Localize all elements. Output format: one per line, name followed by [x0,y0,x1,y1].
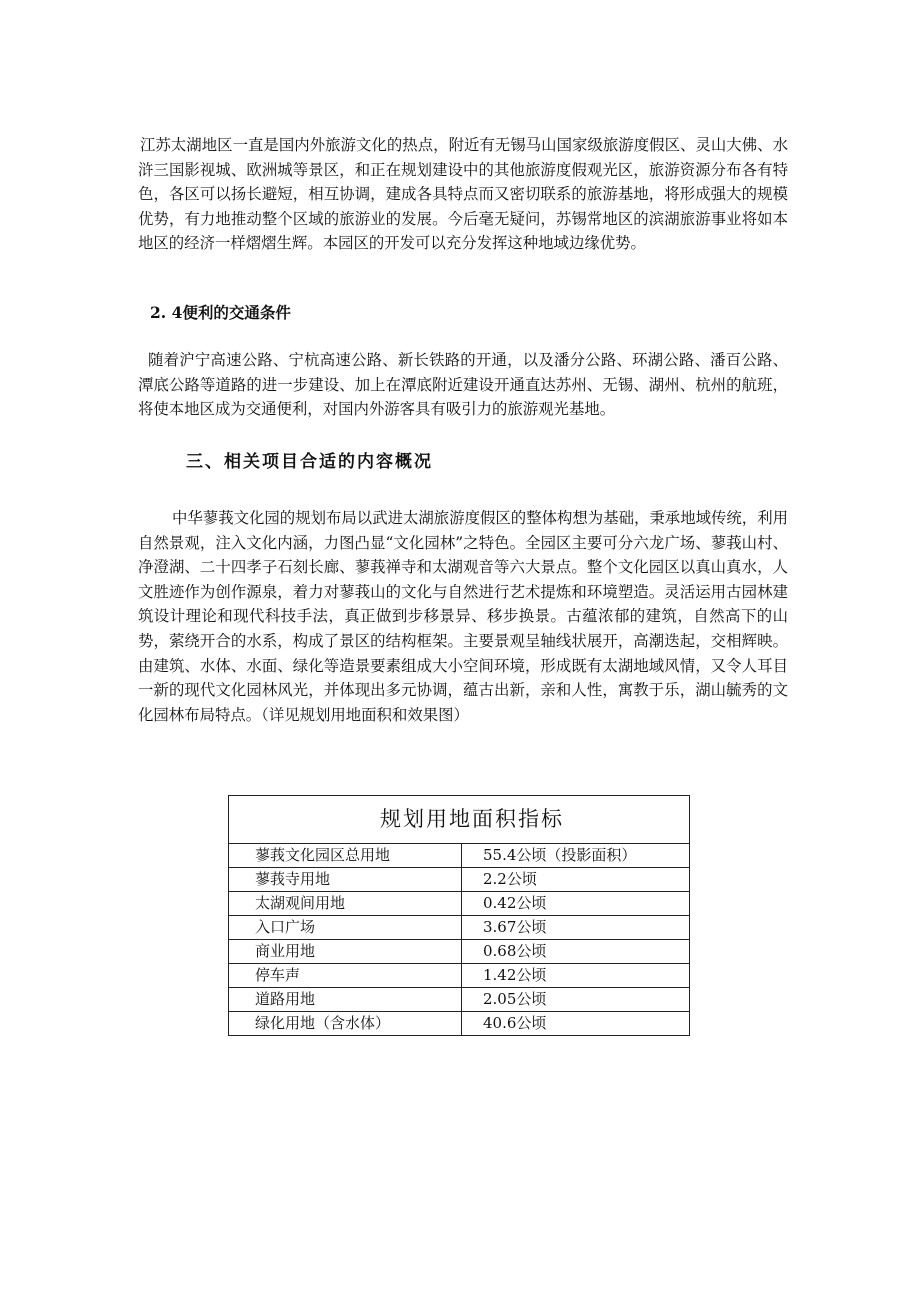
table-row [229,1012,690,1036]
row-value: 40.6公顷 [462,1012,690,1036]
row-value: 2.2公顷 [462,868,690,892]
table-row [229,940,690,964]
row-label: 绿化用地（含水体） [229,1012,462,1036]
section-number: 2. 4 [150,303,183,322]
table-row [229,988,690,1012]
row-value: 55.4公顷（投影面积） [462,844,690,868]
table-title-row [229,796,690,844]
section-title: 便利的交通条件 [182,304,291,322]
section-heading-transport [150,302,291,324]
table-row [229,844,690,868]
row-value: 2.05公顷 [462,988,690,1012]
row-value: 0.42公顷 [462,892,690,916]
table-title: 规划用地面积指标 [229,796,690,844]
section-heading-project-overview: 三、相关项目合适的内容概况 [186,452,433,472]
row-label: 停车声 [229,964,462,988]
row-label: 太湖观间用地 [229,892,462,916]
paragraph-park-layout: 中华蓼莪文化园的规划布局以武进太湖旅游度假区的整体构想为基础，秉承地域传统，利用自然景观，注入文化内涵，力图凸显“文化园林”之特色。全园区主要可分六龙广场、蓼莪山村、净澄湖、二十四孝子石刻长廊、蓼莪禅寺和太湖观音等六大景点。整个文化园区以真山真水，人文胜迹作为创作源泉，着力对蓼莪山的文化与自然进行艺术提炼和环境塑造。灵活运用古园林建筑设计理论和现代科技手法，真正做到步移景异、移步换景。古蕴浓郁的建筑，自然高下的山势，萦绕开合的水系，构成了景区的结构框架。主要景观呈轴线状展开，高潮迭起，交相辉映。由建筑、水体、水面、绿化等造景要素组成大小空间环境，形成既有太湖地域风情，又令人耳目一新的现代文化园林风光，并体现出多元协调，蕴古出新，亲和人性，寓教于乐，湖山毓秀的文化园林布局特点。（详见规划用地面积和效果图） [138,509,788,724]
row-value: 3.67公顷 [462,916,690,940]
table-row [229,964,690,988]
paragraph-tourism-advantage: 江苏太湖地区一直是国内外旅游文化的热点，附近有无锡马山国家级旅游度假区、灵山大佛、水浒三国影视城、欧洲城等景区，和正在规划建设中的其他旅游度假观光区，旅游资源分布各有特色，各区可以扬长避短，相互协调，建成各具特点而又密切联系的旅游基地，将形成强大的规模优势，有力地推动整个区域的旅游业的发展。今后毫无疑问，苏锡常地区的滨湖旅游事业将如本地区的经济一样熠熠生辉。本园区的开发可以充分发挥这种地域边缘优势。 [138,136,788,253]
land-area-table [228,795,690,1036]
row-value: 0.68公顷 [462,940,690,964]
row-label: 商业用地 [229,940,462,964]
paragraph-transport: 随着沪宁高速公路、宁杭高速公路、新长铁路的开通，以及潘分公路、环湖公路、潘百公路、潭底公路等道路的进一步建设、加上在潭底附近建设开通直达苏州、无锡、湖州、杭州的航班，将使本地区成为交通便利，对国内外游客具有吸引力的旅游观光基地。 [138,351,788,419]
row-label: 入口广场 [229,916,462,940]
row-label: 蓼莪文化园区总用地 [229,844,462,868]
table-row [229,868,690,892]
table-row [229,916,690,940]
table-row [229,892,690,916]
row-value: 1.42公顷 [462,964,690,988]
row-label: 道路用地 [229,988,462,1012]
row-label: 蓼莪寺用地 [229,868,462,892]
